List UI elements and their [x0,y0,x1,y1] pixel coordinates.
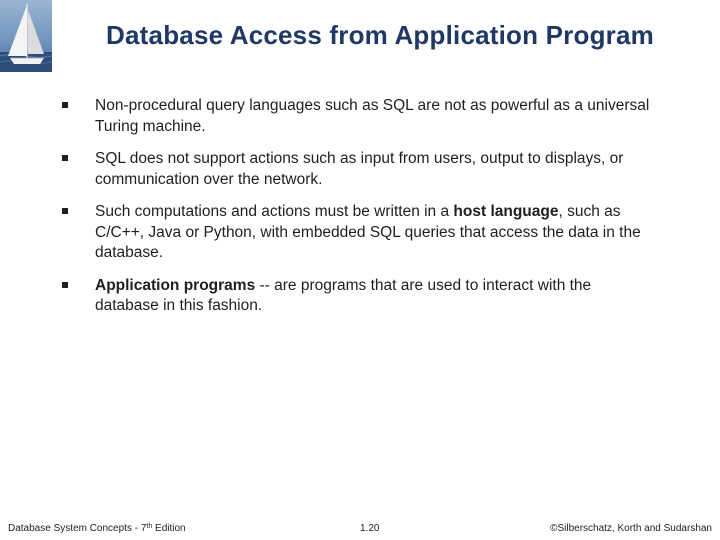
bullet-text-pre: Such computations and actions must be written in a [95,203,454,220]
bullet-text-post: -- are programs that are used to interact with the database in this fashion. [95,276,592,314]
footer-book-title-sup: th [146,523,153,530]
footer-copyright: ©Silberschatz, Korth and Sudarshan [550,523,712,534]
slide-title: Database Access from Application Program [106,20,654,50]
bullet-list [62,96,652,329]
footer-book-title-suffix: Edition [152,523,186,534]
bullet-text: SQL does not support actions such as input from users, output to displays, or communication over the network. [95,150,624,188]
bullet-item [62,202,652,264]
square-bullet-icon [62,282,68,288]
bullet-text-post: , such as C/C++, Java or Python, with embedded SQL queries that access the data in the database. [95,203,641,261]
footer-book-title-prefix: Database System Concepts - 7 [8,523,147,534]
bullet-item [62,149,652,190]
footer-book-title [8,523,186,534]
bullet-item [62,276,652,317]
bullet-item [62,96,652,137]
bullet-term-application-programs: Application programs [95,276,256,294]
square-bullet-icon [62,155,68,161]
square-bullet-icon [62,208,68,214]
footer-slide-number: 1.20 [360,523,380,534]
slide-footer [0,523,720,537]
sailboat-logo-icon [0,0,52,72]
square-bullet-icon [62,102,68,108]
bullet-term-host-language: host language [453,203,559,220]
bullet-text: Non-procedural query languages such as SQL are not as powerful as a universal Turing machine. [95,97,650,135]
